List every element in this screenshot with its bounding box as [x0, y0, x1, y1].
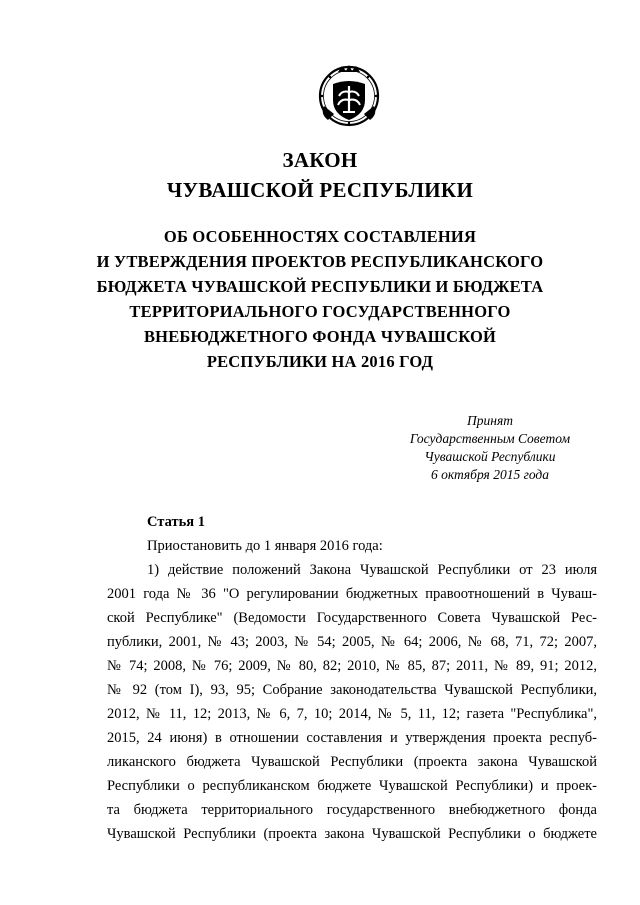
law-subtitle-line: ВНЕБЮДЖЕТНОГО ФОНДА ЧУВАШСКОЙ	[143, 327, 497, 346]
body-line: № 74; 2008, № 76; 2009, № 80, 82; 2010, № 85, 87; 2011, № 89, 91; 2012,	[107, 658, 597, 674]
body-line: 2001 года № 36 "О регулировании бюджетных правоотношений в Чуваш-	[107, 586, 597, 602]
body-line: № 92 (том I), 93, 95; Собрание законодательства Чувашской Республики,	[107, 682, 597, 698]
law-subtitle-line: ОБ ОСОБЕННОСТЯХ СОСТАВЛЕНИЯ	[163, 227, 477, 246]
republic-title: ЧУВАШСКОЙ РЕСПУБЛИКИ	[166, 178, 474, 202]
law-subtitle-line: И УТВЕРЖДЕНИЯ ПРОЕКТОВ РЕСПУБЛИКАНСКОГО	[96, 252, 544, 271]
body-line: 2015, 24 июня) в отношении составления и утверждения проекта респуб-	[107, 730, 597, 746]
chuvash-republic-emblem-icon	[316, 62, 382, 128]
body-line: ликанского бюджета Чувашской Республики (проекта закона Чувашской	[107, 754, 597, 770]
body-line: Приостановить до 1 января 2016 года:	[147, 538, 383, 554]
body-line: Чувашской Республики (проекта закона Чувашской Республики о бюджете	[107, 826, 597, 842]
law-subtitle-line: РЕСПУБЛИКИ НА 2016 ГОД	[206, 352, 434, 371]
body-line: та бюджета территориального государственного внебюджетного фонда	[107, 802, 597, 818]
law-subtitle-line: БЮДЖЕТА ЧУВАШСКОЙ РЕСПУБЛИКИ И БЮДЖЕТА	[96, 277, 544, 296]
adoption-note	[390, 412, 590, 484]
adoption-line: Принят	[467, 413, 513, 428]
body-line: 1) действие положений Закона Чувашской Республики от 23 июля	[147, 562, 597, 578]
law-subtitle-line: ТЕРРИТОРИАЛЬНОГО ГОСУДАРСТВЕННОГО	[129, 302, 511, 321]
body-line: Республики о республиканском бюджете Чувашской Республики) и проек-	[107, 778, 597, 794]
body-line: ской Республике" (Ведомости Государственного Совета Чувашской Рес-	[107, 610, 597, 626]
adoption-line: Государственным Советом	[409, 431, 571, 446]
adoption-date: 6 октября 2015 года	[430, 467, 549, 482]
body-line: 2012, № 11, 12; 2013, № 6, 7, 10; 2014, № 5, 11, 12; газета "Республика",	[107, 706, 597, 722]
article-heading: Статья 1	[147, 514, 205, 530]
body-line: публики, 2001, № 43; 2003, № 54; 2005, № 64; 2006, № 68, 71, 72; 2007,	[107, 634, 597, 650]
law-title: ЗАКОН	[282, 148, 358, 172]
adoption-line: Чувашской Республики	[424, 449, 556, 464]
